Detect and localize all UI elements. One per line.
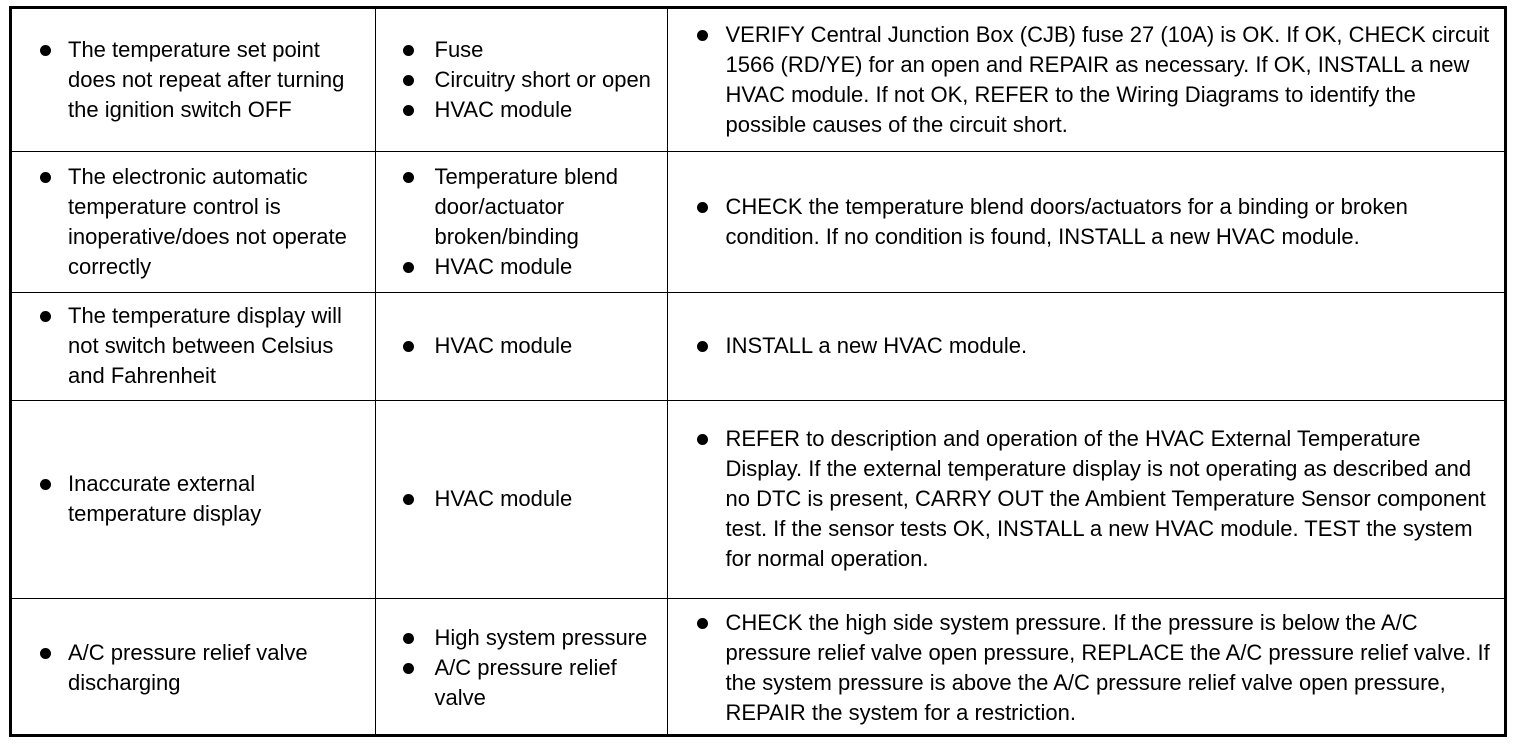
list-item [386,162,657,252]
source-text: High system pressure [434,624,648,650]
list-item [678,331,1495,361]
action-text: CHECK the high side system pressure. If the pressure is below the A/C pressure relief valve open pressure, REPLACE the A/C pressure relief valve. If the system pressure is above the A/C pressure relief valve open pressure, REPAIR the system for a restriction. [725,609,1490,725]
bullet-icon [403,262,414,273]
table-row [12,151,1504,292]
list-item [386,331,657,361]
condition-cell [12,292,375,400]
bullet-icon [697,434,708,445]
source-cell [375,400,667,598]
bullet-icon [40,479,51,490]
source-cell [375,598,667,737]
action-text: CHECK the temperature blend doors/actuators for a binding or broken condition. If no condition is found, INSTALL a new HVAC module. [725,193,1408,249]
list-item [22,301,365,391]
list-item [22,35,365,125]
action-text: VERIFY Central Junction Box (CJB) fuse 27 (10A) is OK. If OK, CHECK circuit 1566 (RD/YE) for an open and REPAIR as necessary. If OK, INSTALL a new HVAC module. If not OK, REFER to the Wiring Diagrams to identify the possible causes of the circuit short. [725,21,1490,137]
bullet-icon [403,633,414,644]
bullet-icon [40,172,51,183]
list-item [22,162,365,282]
source-cell [375,9,667,151]
list-item [22,469,365,529]
list-item [678,20,1495,140]
condition-text: The temperature set point does not repeat after turning the ignition switch OFF [68,36,345,122]
condition-text: Inaccurate external temperature display [68,471,262,526]
condition-cell [12,598,375,737]
bullet-icon [403,341,414,352]
bullet-icon [403,105,414,116]
bullet-icon [40,311,51,322]
table-row [12,9,1504,151]
bullet-icon [697,341,708,352]
action-cell [667,292,1504,400]
table-row [12,598,1504,737]
bullet-icon [403,494,414,505]
list-item [678,608,1495,728]
list-item [22,638,365,698]
source-text: Fuse [434,36,484,62]
condition-text: The temperature display will not switch between Celsius and Fahrenheit [68,303,342,388]
table-row [12,292,1504,400]
list-item [386,35,657,65]
action-cell [667,400,1504,598]
action-cell [667,151,1504,292]
bullet-icon [40,45,51,56]
source-cell [375,151,667,292]
source-text: HVAC module [434,486,573,511]
list-item [386,653,657,713]
action-text: REFER to description and operation of the HVAC External Temperature Display. If the external temperature display is not operating as described and no DTC is present, CARRY OUT the Ambient Temperature Sensor component test. If the sensor tests OK, INSTALL a new HVAC module. TEST the system for normal operation. [725,426,1486,571]
bullet-icon [403,663,414,674]
table-body [12,9,1504,737]
list-item [678,192,1495,252]
list-item [386,484,657,514]
diagnostic-table-frame [9,6,1507,737]
list-item [386,623,657,653]
bullet-icon [403,75,414,86]
bullet-icon [40,648,51,659]
bullet-icon [697,618,708,629]
list-item [386,95,657,125]
list-item [386,65,657,95]
source-text: HVAC module [434,253,573,279]
symptom-chart-table [12,9,1504,737]
condition-text: The electronic automatic temperature control is inoperative/does not operate correctly [68,163,347,279]
source-text: HVAC module [434,96,573,122]
source-text: HVAC module [434,333,573,358]
condition-cell [12,400,375,598]
bullet-icon [403,45,414,56]
table-row [12,400,1504,598]
action-cell [667,598,1504,737]
bullet-icon [697,202,708,213]
condition-cell [12,9,375,151]
condition-text: A/C pressure relief valve discharging [68,639,308,695]
bullet-icon [697,30,708,41]
source-cell [375,292,667,400]
list-item [678,424,1495,574]
bullet-icon [403,172,414,183]
list-item [386,252,657,282]
action-text: INSTALL a new HVAC module. [725,333,1028,358]
action-cell [667,9,1504,151]
source-text: Circuitry short or open [434,66,651,92]
condition-cell [12,151,375,292]
source-text: A/C pressure relief valve [434,654,617,710]
source-text: Temperature blend door/actuator broken/binding [434,163,618,249]
